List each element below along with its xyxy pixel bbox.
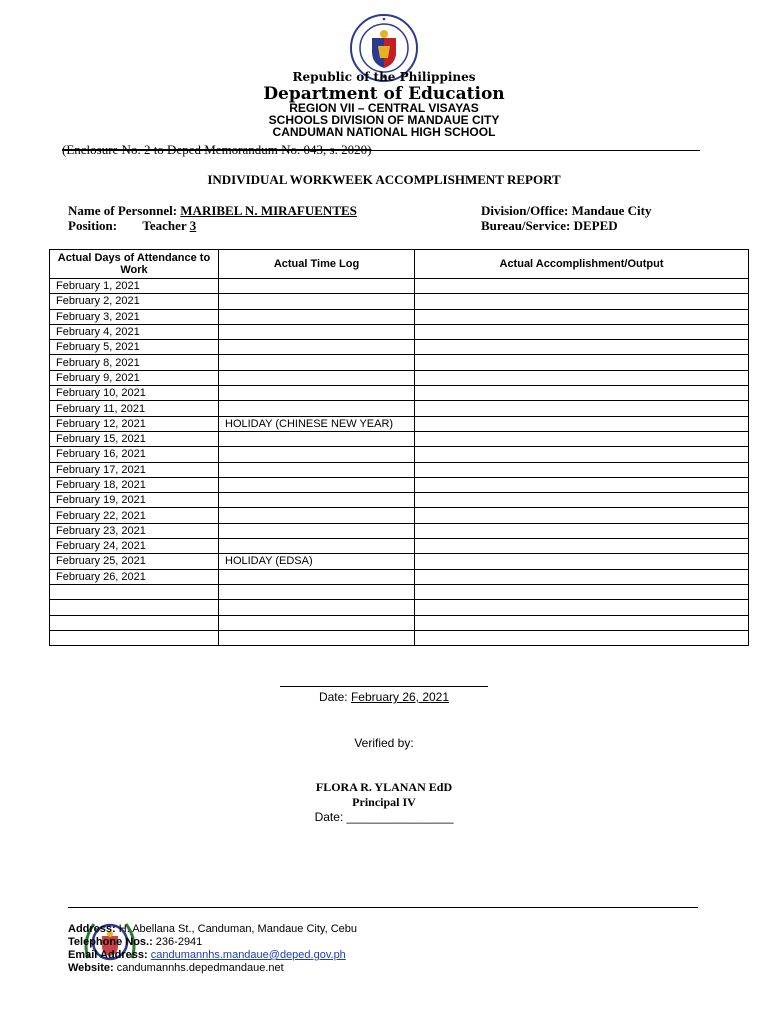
position-number: 3 xyxy=(189,218,197,233)
time-log-cell xyxy=(219,523,415,538)
table-row xyxy=(50,416,749,431)
table-row xyxy=(50,554,749,569)
attendance-table xyxy=(49,249,749,646)
enclosure-note: (Enclosure No. 2 to Deped Memorandum No. 043, s. 2020) xyxy=(62,142,372,157)
date-label: Date: xyxy=(318,690,351,704)
table-row xyxy=(50,477,749,492)
department-line: Department of Education xyxy=(263,84,505,104)
time-log-cell xyxy=(219,294,415,309)
website-label: Website: xyxy=(68,962,114,974)
accomplishment-cell xyxy=(415,340,749,355)
attendance-date-cell: February 22, 2021 xyxy=(50,508,219,523)
table-row xyxy=(50,386,749,401)
email-link[interactable]: candumannhs.mandaue@deped.gov.ph xyxy=(150,949,346,961)
time-log-cell xyxy=(219,477,415,492)
footer-website xyxy=(68,962,284,974)
attendance-date-cell: February 4, 2021 xyxy=(50,324,219,339)
accomplishment-cell xyxy=(415,615,749,630)
report-title: INDIVIDUAL WORKWEEK ACCOMPLISHMENT REPORT xyxy=(207,172,561,187)
table-row xyxy=(50,523,749,538)
address-value: H. Abellana St., Canduman, Mandaue City, Cebu xyxy=(115,923,358,935)
table-row xyxy=(50,340,749,355)
table-row xyxy=(50,401,749,416)
accomplishment-cell xyxy=(415,447,749,462)
footer-email xyxy=(68,949,346,961)
attendance-date-cell: February 9, 2021 xyxy=(50,370,219,385)
time-log-cell xyxy=(219,615,415,630)
verified-by-label: Verified by: xyxy=(354,736,414,750)
table-row xyxy=(50,569,749,584)
header-accomplishment: Actual Accomplishment/Output xyxy=(415,250,749,279)
accomplishment-cell xyxy=(415,600,749,615)
attendance-date-cell: February 17, 2021 xyxy=(50,462,219,477)
region-line: REGION VII – CENTRAL VISAYAS xyxy=(289,101,479,115)
footer-address xyxy=(68,923,357,935)
attendance-date-cell: February 23, 2021 xyxy=(50,523,219,538)
verifier-name: FLORA R. YLANAN EdD xyxy=(315,780,453,794)
table-row xyxy=(50,309,749,324)
accomplishment-cell xyxy=(415,355,749,370)
time-log-cell xyxy=(219,600,415,615)
table-body xyxy=(50,279,749,646)
time-log-cell xyxy=(219,569,415,584)
table-row xyxy=(50,324,749,339)
time-log-cell xyxy=(219,539,415,554)
header-time-log: Actual Time Log xyxy=(219,250,415,279)
time-log-cell xyxy=(219,324,415,339)
time-log-cell: HOLIDAY (EDSA) xyxy=(219,554,415,569)
table-row xyxy=(50,370,749,385)
division-value: Mandaue City xyxy=(571,203,652,218)
table-row xyxy=(50,279,749,294)
table-row xyxy=(50,539,749,554)
accomplishment-cell xyxy=(415,508,749,523)
telephone-value: 236-2941 xyxy=(152,936,203,948)
accomplishment-cell xyxy=(415,462,749,477)
accomplishment-cell xyxy=(415,584,749,599)
table-row xyxy=(50,431,749,446)
attendance-date-cell: February 2, 2021 xyxy=(50,294,219,309)
time-log-cell xyxy=(219,370,415,385)
name-value: MARIBEL N. MIRAFUENTES xyxy=(180,203,357,218)
table-row xyxy=(50,447,749,462)
attendance-date-cell xyxy=(50,615,219,630)
telephone-label: Telephone Nos.: xyxy=(68,936,153,948)
position-label: Position: xyxy=(68,218,118,233)
attendance-date-cell xyxy=(50,584,219,599)
table-row xyxy=(50,355,749,370)
table-row xyxy=(50,615,749,630)
accomplishment-cell xyxy=(415,493,749,508)
personnel-name-row xyxy=(68,203,357,219)
attendance-date-cell xyxy=(50,630,219,645)
accomplishment-cell xyxy=(415,554,749,569)
division-label: Division/Office: xyxy=(481,203,569,218)
accomplishment-cell xyxy=(415,279,749,294)
accomplishment-cell xyxy=(415,431,749,446)
time-log-cell xyxy=(219,309,415,324)
division-line: SCHOOLS DIVISION OF MANDAUE CITY xyxy=(268,113,500,127)
table-row xyxy=(50,508,749,523)
footer-divider xyxy=(68,907,698,908)
republic-line: Republic of the Philippines xyxy=(292,70,476,84)
attendance-date-cell: February 1, 2021 xyxy=(50,279,219,294)
bureau-row xyxy=(481,218,618,234)
accomplishment-cell xyxy=(415,401,749,416)
accomplishment-cell xyxy=(415,324,749,339)
header-attendance: Actual Days of Attendance to Work xyxy=(50,250,219,279)
website-value: candumannhs.depedmandaue.net xyxy=(113,962,284,974)
division-row xyxy=(481,203,651,219)
attendance-date-cell: February 3, 2021 xyxy=(50,309,219,324)
attendance-date-cell: February 12, 2021 xyxy=(50,416,219,431)
accomplishment-cell xyxy=(415,370,749,385)
time-log-cell xyxy=(219,401,415,416)
attendance-date-cell: February 16, 2021 xyxy=(50,447,219,462)
accomplishment-cell xyxy=(415,523,749,538)
time-log-cell xyxy=(219,355,415,370)
table-row xyxy=(50,600,749,615)
header-divider xyxy=(62,150,700,151)
table-row xyxy=(50,462,749,477)
verifier-title: Principal IV xyxy=(352,795,416,809)
footer-telephone xyxy=(68,936,202,948)
time-log-cell xyxy=(219,508,415,523)
bureau-label: Bureau/Service: xyxy=(481,218,571,233)
time-log-cell xyxy=(219,386,415,401)
accomplishment-cell xyxy=(415,569,749,584)
email-label: Email Address: xyxy=(68,949,148,961)
attendance-date-cell: February 18, 2021 xyxy=(50,477,219,492)
time-log-cell xyxy=(219,279,415,294)
accomplishment-cell xyxy=(415,416,749,431)
name-label: Name of Personnel: xyxy=(68,203,178,218)
accomplishment-cell xyxy=(415,309,749,324)
table-row xyxy=(50,584,749,599)
table-header-row xyxy=(50,250,749,279)
attendance-date-cell: February 24, 2021 xyxy=(50,539,219,554)
signature-line xyxy=(280,686,488,687)
attendance-date-cell xyxy=(50,600,219,615)
address-label: Address: xyxy=(68,923,116,935)
attendance-date-cell: February 26, 2021 xyxy=(50,569,219,584)
time-log-cell xyxy=(219,584,415,599)
attendance-date-cell: February 8, 2021 xyxy=(50,355,219,370)
time-log-cell xyxy=(219,493,415,508)
table-row xyxy=(50,294,749,309)
attendance-date-cell: February 25, 2021 xyxy=(50,554,219,569)
date-row xyxy=(0,690,768,704)
time-log-cell xyxy=(219,462,415,477)
date-value: February 26, 2021 xyxy=(350,690,450,704)
time-log-cell xyxy=(219,340,415,355)
attendance-date-cell: February 5, 2021 xyxy=(50,340,219,355)
attendance-date-cell: February 15, 2021 xyxy=(50,431,219,446)
attendance-date-cell: February 10, 2021 xyxy=(50,386,219,401)
school-line: CANDUMAN NATIONAL HIGH SCHOOL xyxy=(272,125,496,139)
table-row xyxy=(50,493,749,508)
time-log-cell xyxy=(219,447,415,462)
position-row xyxy=(68,218,196,234)
accomplishment-cell xyxy=(415,630,749,645)
position-value: Teacher xyxy=(142,218,190,233)
attendance-date-cell: February 11, 2021 xyxy=(50,401,219,416)
time-log-cell xyxy=(219,630,415,645)
accomplishment-cell xyxy=(415,386,749,401)
table-row xyxy=(50,630,749,645)
attendance-date-cell: February 19, 2021 xyxy=(50,493,219,508)
time-log-cell: HOLIDAY (CHINESE NEW YEAR) xyxy=(219,416,415,431)
time-log-cell xyxy=(219,431,415,446)
accomplishment-cell xyxy=(415,539,749,554)
bureau-value: DEPED xyxy=(573,218,618,233)
verifier-date: Date: ________________ xyxy=(314,810,454,824)
accomplishment-cell xyxy=(415,294,749,309)
accomplishment-cell xyxy=(415,477,749,492)
